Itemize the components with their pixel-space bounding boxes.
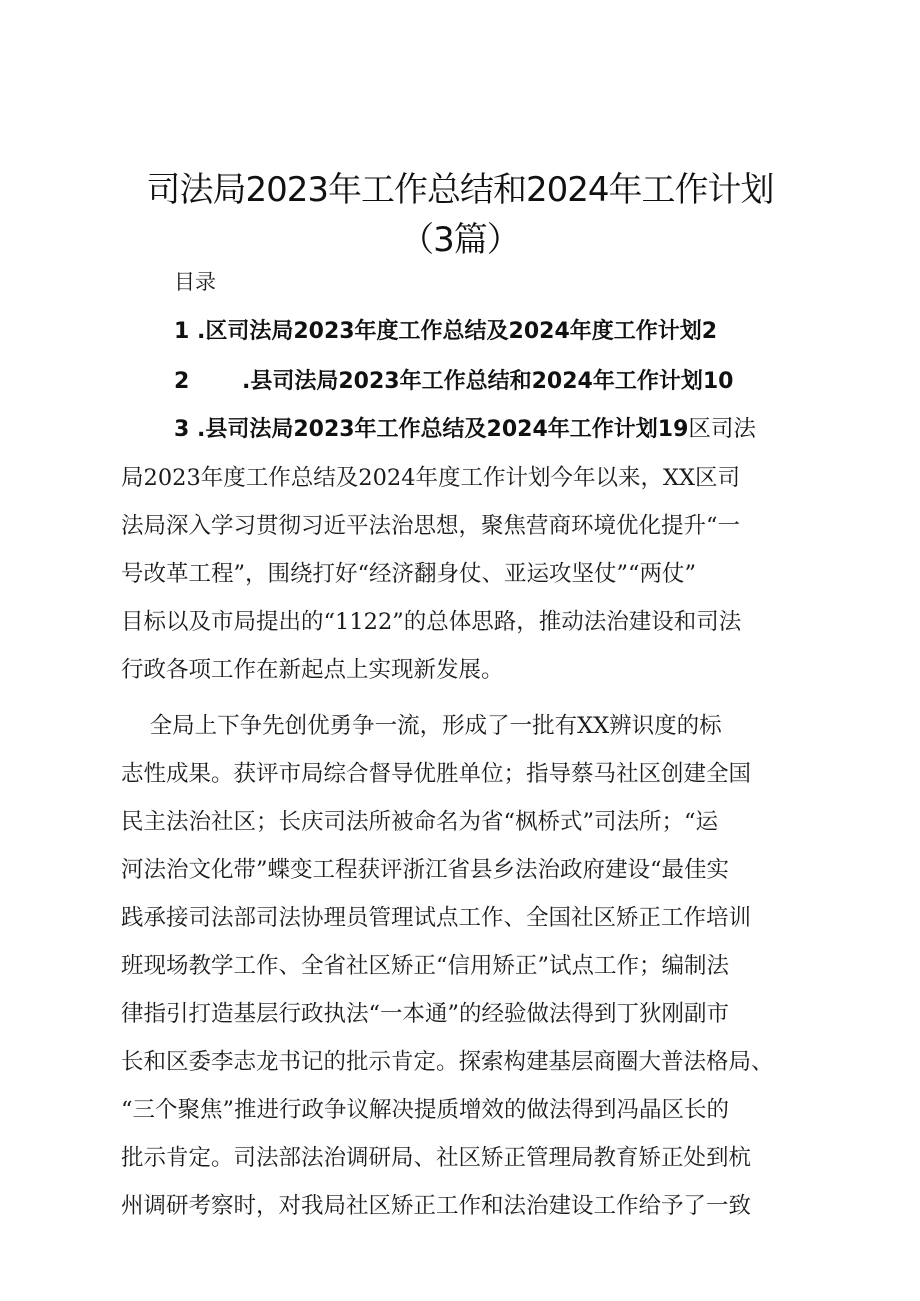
body-line: 志性成果。获评市局综合督导优胜单位；指导蔡马社区创建全国 — [121, 761, 752, 787]
toc-heading: 目录 — [174, 270, 216, 294]
body-line: 律指引打造基层行政执法“一本通”的经验做法得到丁狄刚副市 — [121, 1001, 730, 1027]
body-line: 法局深入学习贯彻习近平法治思想，聚焦营商环境优化提升“一 — [121, 513, 741, 539]
toc-item-3-text: 3 .县司法局2023年工作总结及2024年工作计划19 — [174, 417, 689, 442]
body-line: 号改革工程”，围绕打好“经济翻身仗、亚运攻坚仗”“两仗” — [121, 561, 697, 587]
body-line: 河法治文化带”蝶变工程获评浙江省县乡法治政府建设“最佳实 — [121, 857, 730, 883]
body-line: 长和区委李志龙书记的批示肯定。探索构建基层商圈大普法格局、 — [121, 1049, 774, 1075]
body-line: 全局上下争先创优勇争一流，形成了一批有XX辨识度的标 — [121, 713, 722, 739]
document-title: 司法局2023年工作总结和2024年工作计划 — [146, 170, 774, 210]
body-line: 班现场教学工作、全省社区矫正“信用矫正”试点工作；编制法 — [121, 953, 730, 979]
body-line: 目标以及市局提出的“1122”的总体思路，推动法治建设和司法 — [121, 609, 742, 635]
toc-item-2-text: .县司法局2023年工作总结和2024年工作计划10 — [242, 369, 734, 394]
toc-item-1: 1 .区司法局2023年度工作总结及2024年度工作计划2 — [174, 319, 718, 344]
body-line: 民主法治社区；长庆司法所被命名为省“枫桥式”司法所；“运 — [121, 809, 719, 835]
body-line: “三个聚焦”推进行政争议解决提质增效的做法得到冯晶区长的 — [121, 1097, 730, 1123]
body-line: 州调研考察时，对我局社区矫正工作和法治建设工作给予了一致 — [121, 1193, 752, 1219]
toc-item-3 — [174, 411, 756, 443]
body-first-line-start: 区司法 — [688, 416, 756, 442]
body-line: 践承接司法部司法协理员管理试点工作、全国社区矫正工作培训 — [121, 905, 752, 931]
body-line: 批示肯定。司法部法治调研局、社区矫正管理局教育矫正处到杭 — [121, 1145, 752, 1171]
document-title-count: （3篇） — [400, 220, 520, 260]
body-line: 行政各项工作在新起点上实现新发展。 — [121, 657, 504, 683]
toc-item-2 — [174, 364, 733, 395]
body-line: 局2023年度工作总结及2024年度工作计划今年以来，XX区司 — [121, 465, 741, 491]
toc-item-2-number: 2 — [174, 369, 190, 394]
